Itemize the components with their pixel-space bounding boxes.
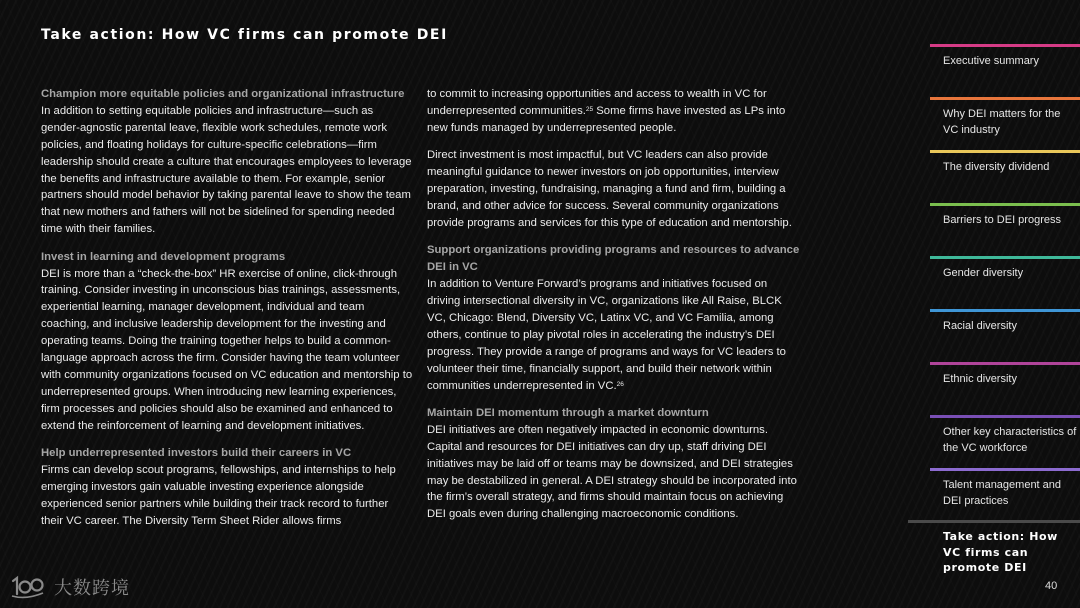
nav-item-label: Take action: How VC firms can promote DEI [943,530,1058,574]
section-body: In addition to setting equitable policies and infrastructure—such as gender-agnostic parental leave, flexible work schedules, remote work policies, and floating holidays for culture-specific celebrations—firm leadership should create a culture that encourages employees to leverage the benefits and infrastructure available to them. For example, senior partners should model behavior by taking parental leave to show the team that new mothers and fathers will not be sidelined for spending needed time with their families. [41,104,412,236]
text-column-right [427,86,803,534]
section-heading: Help underrepresented investors build their careers in VC [41,447,352,460]
watermark-logo [10,574,130,600]
watermark-text: 大数跨境 [54,578,130,599]
nav-item-why-dei-matters[interactable] [930,97,1080,138]
nav-item-racial-diversity[interactable] [930,309,1080,334]
text-column-left [41,86,413,540]
page-number: 40 [1045,580,1058,592]
cloud-100-logo-icon [10,575,48,599]
nav-item-label: The diversity dividend [943,161,1050,173]
paragraph-continued: to commit to increasing opportunities and access to wealth in VC for underrepresented communities.$^{25}$ Some firms have invested as LPs into new funds managed by underrepresented people. [427,88,786,134]
nav-item-label: Why DEI matters for the VC industry [943,108,1061,136]
nav-item-label: Barriers to DEI progress [943,214,1061,226]
section-underrepresented-investors [41,445,413,530]
nav-item-label: Other key characteristics of the VC workforce [943,426,1077,454]
nav-item-executive-summary[interactable] [930,44,1080,69]
nav-item-label: Gender diversity [943,267,1024,279]
nav-item-ethnic-diversity[interactable] [930,362,1080,387]
nav-item-take-action[interactable] [908,520,1080,576]
section-heading: Champion more equitable policies and organizational infrastructure [41,88,405,100]
paragraph-direct-investment: Direct investment is most impactful, but VC leaders can also provide meaningful guidance to newer investors on job opportunities, interview preparation, investing, fundraising, managing a fund and firm, building a brand, and other advice for success. Several community organizations provide programs and services for this type of education and mentorship. [427,149,792,229]
footnote-ref[interactable]: 26 [616,380,624,388]
nav-item-gender-diversity[interactable] [930,256,1080,281]
nav-item-label: Talent management and DEI practices [943,479,1062,507]
section-body: DEI is more than a “check-the-box” HR exercise of online, click-through training. Consider investing in unconscious bias trainings, assessments, experiential learning, manager development, individual and team coaching, and inclusive leadership development for the investing and operating teams. Doing the training together helps to build a common-language approach across the firm. Consider having the team volunteer with community organizations focused on VC education and mentorship to underrepresented groups. When introducing new learning experiences, firm processes and policies should also be examined and enhanced to extend the reinforcement of learning and development initiatives. [41,267,413,432]
section-heading: Invest in learning and development programs [41,250,286,263]
nav-item-diversity-dividend[interactable] [930,150,1080,175]
footnote-ref[interactable]: 25 [585,105,594,113]
nav-item-barriers[interactable] [930,203,1080,228]
section-body: DEI initiatives are often negatively impacted in economic downturns. Capital and resources for DEI initiatives can dry up, staff driving DEI initiatives may be laid off or teams may be downsized, and DEI strategies may be destabilized in general. A DEI strategy should be incorporated into the firm’s overall strategy, and firms should maintain focus on achieving DEI goals even during challenging macroeconomic conditions. [427,423,797,521]
section-equitable-policies [41,86,413,238]
page-title: Take action: How VC firms can promote DEI [41,27,448,43]
section-heading: Maintain DEI momentum through a market downturn [427,406,709,419]
nav-item-talent-management[interactable] [930,468,1080,509]
nav-item-label: Racial diversity [943,320,1017,332]
nav-item-other-characteristics[interactable] [930,415,1080,456]
section-body: Firms can develop scout programs, fellowships, and internships to help emerging investors gain valuable investing experience alongside experienced senior partners while building their track record to further their VC career. The Diversity Term Sheet Rider allows firms [41,464,396,527]
section-heading: Support organizations providing programs and resources to advance DEI in VC [427,244,800,274]
nav-item-label: Ethnic diversity [943,373,1017,385]
nav-item-label: Executive summary [943,55,1039,67]
section-learning-development [41,249,413,435]
section-support-organizations [427,242,803,394]
section-market-downturn [427,405,803,523]
section-body: In addition to Venture Forward’s programs and initiatives focused on driving intersectional diversity in VC, organizations like All Raise, BLCK VC, Chicago: Blend, Diversity VC, Latinx VC, and VC Familia, among others, continue to play pivotal roles in accelerating the industry’s DEI progress. They provide a range of programs and ways for VC leaders to volunteer their time, financially support, and build their network within communities underrepresented in VC. [427,278,786,392]
